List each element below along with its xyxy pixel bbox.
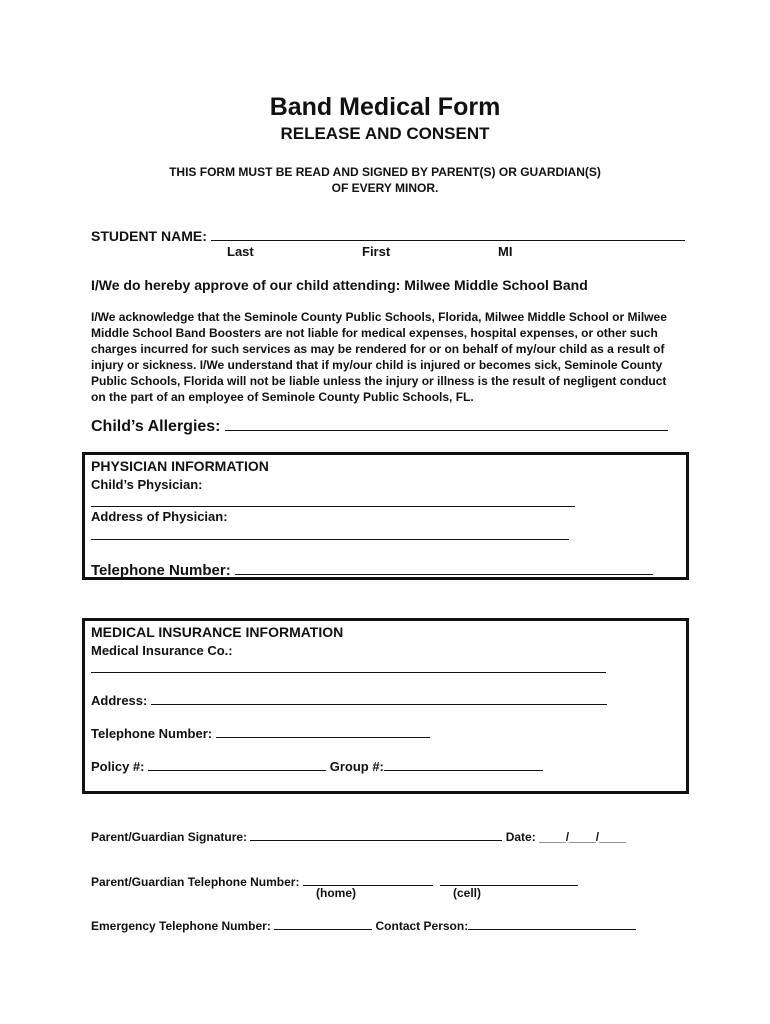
approval-statement: I/We do hereby approve of our child attending: Milwee Middle School Band [91,277,588,293]
emergency-row [91,916,636,933]
middle-initial-caption: MI [498,244,513,259]
physician-address-field[interactable] [91,526,569,540]
policy-field[interactable] [148,757,326,771]
insurance-phone-field[interactable] [216,724,430,738]
contact-label: Contact Person: [375,919,469,933]
physician-address-label: Address of Physician: [91,509,228,524]
emergency-label: Emergency Telephone Number: [91,919,271,933]
physician-phone-label: Telephone Number: [91,562,231,579]
physician-phone-row [91,561,653,579]
student-name-row [91,227,685,244]
insurance-address-row [91,691,607,708]
home-caption: (home) [316,886,356,900]
insurance-company-field[interactable] [91,659,606,673]
insurance-address-field[interactable] [151,691,607,705]
last-name-caption: Last [227,244,254,259]
cell-phone-field[interactable] [440,872,578,886]
home-phone-field[interactable] [303,872,433,886]
insurance-phone-label: Telephone Number: [91,726,213,741]
cell-caption: (cell) [453,886,482,900]
signature-row [91,827,626,844]
acknowledgement-paragraph: I/We acknowledge that the Seminole County Public Schools, Florida, Milwee Middle School or Milwee Middle School Band Boosters are not liable for medical expenses, hospital expenses, or other such charges incurred for such services as may be rendered for or on behalf of my/our child as a result of injury or sickness. I/We understand that if my/our child is injured or becomes sick, Seminole County Public Schools, Florida will not be liable unless the injury or illness is the result of negligent conduct on the part of an employee of Seminole County Public Schools, FL. [91,310,667,404]
signature-field[interactable] [250,827,502,841]
date-field[interactable]: ____/____/____ [539,830,626,844]
physician-heading: PHYSICIAN INFORMATION [91,458,269,474]
insurance-company-label: Medical Insurance Co.: [91,643,233,658]
allergies-row [91,417,668,436]
group-label: Group #: [329,759,384,774]
allergies-label: Child’s Allergies: [91,418,221,435]
physician-field[interactable] [91,493,575,507]
policy-label: Policy #: [91,759,145,774]
policy-group-row [91,757,543,774]
contact-person-field[interactable] [468,916,636,930]
insurance-phone-row [91,724,430,741]
notice-line-1: THIS FORM MUST BE READ AND SIGNED BY PARENT(S) OR GUARDIAN(S) [169,165,601,179]
form-subtitle: RELEASE AND CONSENT [280,124,490,143]
emergency-phone-field[interactable] [274,916,372,930]
form-title: Band Medical Form [269,93,501,121]
allergies-field[interactable] [225,417,668,431]
notice-line-2: OF EVERY MINOR. [331,181,439,195]
insurance-address-label: Address: [91,693,148,708]
physician-label: Child’s Physician: [91,477,203,492]
date-label: Date: [505,830,536,844]
first-name-caption: First [362,244,391,259]
student-name-label: STUDENT NAME: [91,228,207,244]
group-field[interactable] [384,757,543,771]
insurance-company-row [91,659,606,678]
student-name-field[interactable] [211,227,685,241]
signature-label: Parent/Guardian Signature: [91,830,248,844]
physician-address-row [91,526,569,545]
insurance-heading: MEDICAL INSURANCE INFORMATION [91,624,344,640]
guardian-phone-label: Parent/Guardian Telephone Number: [91,875,300,889]
physician-phone-field[interactable] [235,561,653,575]
